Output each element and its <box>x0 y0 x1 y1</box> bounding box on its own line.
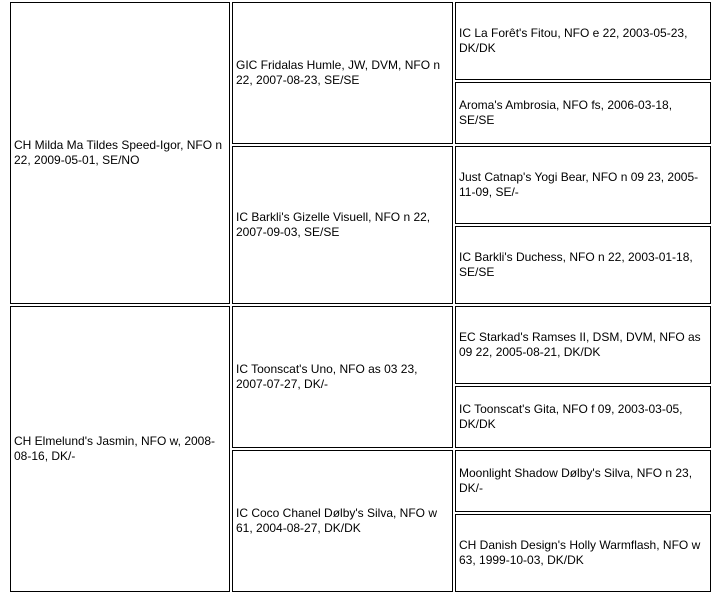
grandparent-sd-name: IC Barkli's Gizelle Visuell, NFO n 22, 2007-09-03, SE/SE <box>236 210 431 239</box>
ancestor-ddd-name: CH Danish Design's Holly Warmflash, NFO w 63, 1999-10-03, DK/DK <box>459 538 701 567</box>
grandparent-ds-cell <box>232 306 453 448</box>
ancestor-ddd-cell <box>455 514 711 592</box>
parent-dam-cell <box>10 306 230 592</box>
ancestor-dsd-cell <box>455 386 711 448</box>
parent-sire-name: CH Milda Ma Tildes Speed-Igor, NFO n 22, 2009-05-01, SE/NO <box>14 138 223 167</box>
grandparent-dd-name: IC Coco Chanel Dølby's Silva, NFO w 61, 2004-08-27, DK/DK <box>236 506 438 535</box>
grandparent-ss-name: GIC Fridalas Humle, JW, DVM, NFO n 22, 2007-08-23, SE/SE <box>236 58 441 87</box>
ancestor-dds-name: Moonlight Shadow Dølby's Silva, NFO n 23, DK/- <box>459 466 693 495</box>
ancestor-sdd-name: IC Barkli's Duchess, NFO n 22, 2003-01-18, SE/SE <box>459 250 693 279</box>
grandparent-ds-name: IC Toonscat's Uno, NFO as 03 23, 2007-07-27, DK/- <box>236 362 418 391</box>
grandparent-dd-cell <box>232 450 453 592</box>
ancestor-sss-name: IC La Forêt's Fitou, NFO e 22, 2003-05-23, DK/DK <box>459 26 688 55</box>
parent-dam-name: CH Elmelund's Jasmin, NFO w, 2008-08-16, DK/- <box>14 434 216 463</box>
ancestor-sds-name: Just Catnap's Yogi Bear, NFO n 09 23, 2005-11-09, SE/- <box>459 170 699 199</box>
ancestor-dss-cell <box>455 306 711 384</box>
ancestor-dsd-name: IC Toonscat's Gita, NFO f 09, 2003-03-05, DK/DK <box>459 402 683 431</box>
ancestor-sss-cell <box>455 2 711 80</box>
ancestor-ssd-name: Aroma's Ambrosia, NFO fs, 2006-03-18, SE/SE <box>459 98 673 127</box>
grandparent-ss-cell <box>232 2 453 144</box>
ancestor-dds-cell <box>455 450 711 512</box>
ancestor-sds-cell <box>455 146 711 224</box>
parent-sire-cell <box>10 2 230 304</box>
ancestor-ssd-cell <box>455 82 711 144</box>
ancestor-sdd-cell <box>455 226 711 304</box>
ancestor-dss-name: EC Starkad's Ramses II, DSM, DVM, NFO as 09 22, 2005-08-21, DK/DK <box>459 330 701 359</box>
grandparent-sd-cell <box>232 146 453 304</box>
